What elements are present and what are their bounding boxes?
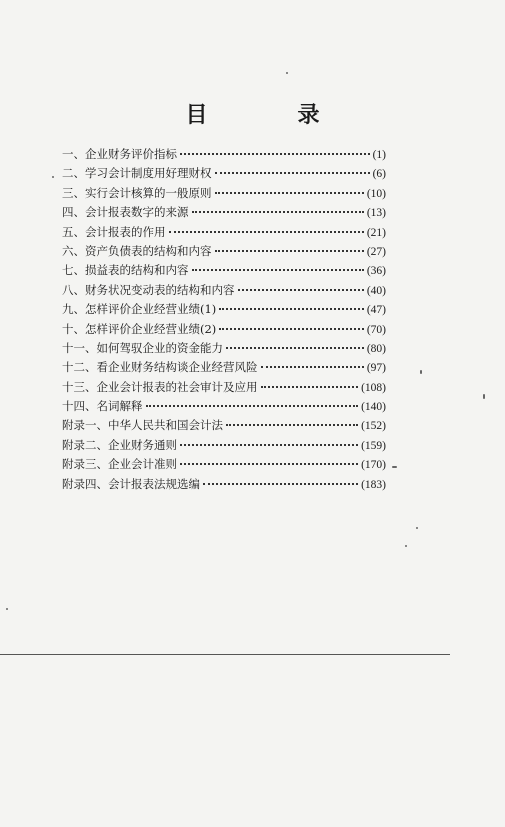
toc-entry-title: 七、损益表的结构和内容 <box>62 263 189 278</box>
toc-entry <box>62 456 386 475</box>
toc-entry-page: (6) <box>372 168 386 181</box>
toc-dot-leader <box>146 405 359 407</box>
toc-dot-leader <box>219 328 364 330</box>
table-of-contents <box>62 146 386 495</box>
scan-speck <box>392 466 397 468</box>
toc-dot-leader <box>192 211 364 213</box>
toc-entry-page: (1) <box>372 149 386 161</box>
toc-dot-leader <box>192 269 364 271</box>
toc-entry-page: (108) <box>361 381 386 394</box>
toc-entry-title: 一、企业财务评价指标 <box>62 147 177 161</box>
toc-entry-page: (13) <box>366 207 386 220</box>
scan-speck <box>286 72 288 74</box>
toc-entry-title: 八、财务状况变动表的结构和内容 <box>62 282 235 297</box>
scan-speck <box>52 176 54 178</box>
toc-entry-title: 附录三、企业会计准则 <box>62 457 177 472</box>
page-title: 目 录 <box>185 103 354 128</box>
scan-speck <box>420 370 422 374</box>
toc-entry <box>62 301 386 320</box>
toc-entry-page: (10) <box>366 187 386 200</box>
scan-speck <box>483 394 485 399</box>
toc-dot-leader <box>226 347 364 349</box>
toc-entry <box>62 417 386 436</box>
toc-dot-leader <box>169 231 364 233</box>
toc-entry-page: (36) <box>366 265 386 278</box>
toc-entry <box>62 146 386 165</box>
toc-entry <box>62 340 386 359</box>
toc-entry-title: 十、怎样评价企业经营业绩(2) <box>62 321 217 336</box>
toc-dot-leader <box>226 424 358 426</box>
scan-speck <box>6 608 8 610</box>
toc-entry <box>62 321 386 340</box>
toc-entry-page: (97) <box>366 362 386 375</box>
toc-entry-page: (140) <box>361 401 386 414</box>
scan-speck <box>416 527 418 529</box>
toc-dot-leader <box>261 366 364 368</box>
toc-entry <box>62 243 386 262</box>
toc-entry-title: 六、资产负债表的结构和内容 <box>62 243 212 258</box>
toc-dot-leader <box>180 463 358 465</box>
toc-entry-page: (170) <box>361 459 386 472</box>
toc-dot-leader <box>180 444 358 446</box>
toc-entry <box>62 185 386 204</box>
toc-dot-leader <box>215 172 370 174</box>
toc-entry-page: (80) <box>366 342 386 355</box>
toc-entry <box>62 398 386 417</box>
toc-dot-leader <box>238 289 364 291</box>
toc-entry-page: (183) <box>361 478 386 491</box>
toc-dot-leader <box>219 308 364 310</box>
toc-entry-page: (47) <box>366 304 386 317</box>
toc-dot-leader <box>261 386 359 388</box>
toc-entry-page: (70) <box>366 323 386 336</box>
toc-entry-title: 附录四、会计报表法规选编 <box>62 476 200 491</box>
toc-entry <box>62 379 386 398</box>
toc-dot-leader <box>180 153 370 155</box>
toc-entry-title: 三、实行会计核算的一般原则 <box>62 185 212 200</box>
toc-entry <box>62 165 386 184</box>
toc-entry-page: (21) <box>366 226 386 239</box>
toc-entry-title: 十四、名词解释 <box>62 399 143 414</box>
horizontal-rule <box>0 654 450 655</box>
toc-entry <box>62 204 386 223</box>
toc-entry-page: (40) <box>366 284 386 297</box>
toc-entry-title: 五、会计报表的作用 <box>62 224 166 239</box>
toc-entry <box>62 262 386 281</box>
toc-entry <box>62 359 386 378</box>
toc-entry-title: 二、学习会计制度用好理财权 <box>62 166 212 181</box>
toc-entry <box>62 224 386 243</box>
toc-entry <box>62 437 386 456</box>
toc-entry-title: 四、会计报表数字的来源 <box>62 205 189 220</box>
toc-entry-title: 附录二、企业财务通则 <box>62 437 177 452</box>
toc-entry-title: 九、怎样评价企业经营业绩(1) <box>62 302 217 317</box>
scan-speck <box>405 545 407 547</box>
toc-entry-title: 十二、看企业财务结构谈企业经营风险 <box>62 360 258 375</box>
toc-entry-page: (152) <box>361 420 386 433</box>
toc-entry <box>62 282 386 301</box>
toc-dot-leader <box>215 250 364 252</box>
toc-dot-leader <box>203 483 358 485</box>
toc-entry-title: 十一、如何驾驭企业的资金能力 <box>62 340 223 355</box>
toc-entry-title: 附录一、中华人民共和国会计法 <box>62 418 223 433</box>
toc-entry-page: (159) <box>361 439 386 452</box>
toc-entry <box>62 476 386 495</box>
toc-entry-title: 十三、企业会计报表的社会审计及应用 <box>62 379 258 394</box>
toc-dot-leader <box>215 192 364 194</box>
toc-entry-page: (27) <box>366 245 386 258</box>
